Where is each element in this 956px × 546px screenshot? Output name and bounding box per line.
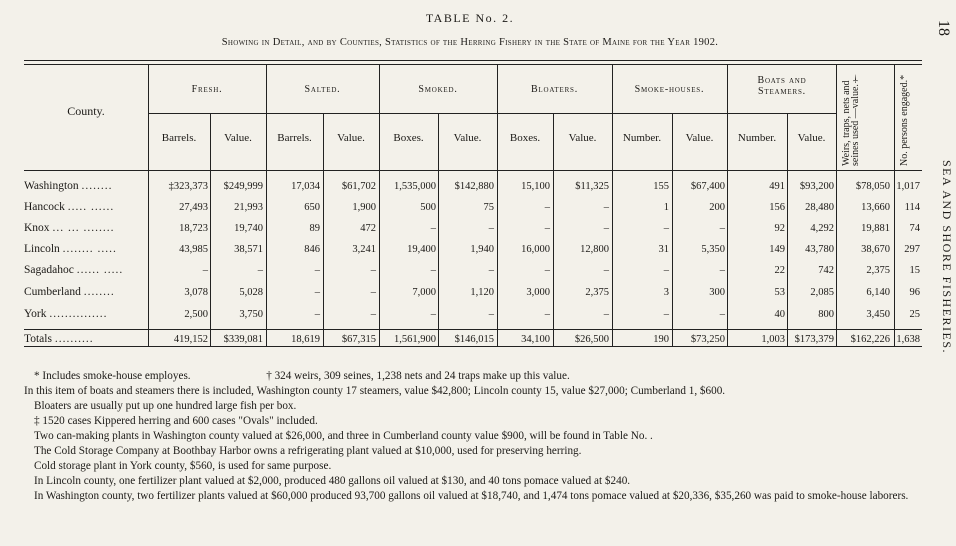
table-cell: – bbox=[370, 265, 376, 276]
table-cell: – bbox=[314, 287, 320, 298]
county-name: Hancock bbox=[24, 201, 65, 213]
note-kippered: ‡ 1520 cases Kippered herring and 600 cases "Ovals" included. bbox=[34, 415, 318, 427]
table-cell: 53 bbox=[774, 287, 785, 298]
sub-header: Number. bbox=[622, 132, 662, 144]
table-cell: 7,000 bbox=[412, 287, 436, 298]
note-lincoln: In Lincoln county, one fertilizer plant valued at $2,000, produced 480 gallons oil valued at $130, and 40 tons pomace valued at $240. bbox=[34, 475, 631, 487]
table-cell: – bbox=[663, 309, 669, 320]
table-cell: – bbox=[430, 309, 436, 320]
note-bloaters: Bloaters are usually put up one hundred large fish per box. bbox=[34, 400, 297, 412]
table-cell: 1,638 bbox=[896, 334, 920, 345]
table-cell: $67,315 bbox=[341, 334, 376, 345]
leader-dots: ........ bbox=[81, 180, 113, 192]
table-cell: – bbox=[544, 309, 550, 320]
table-cell: 1,561,900 bbox=[394, 334, 436, 345]
table-cell: 3 bbox=[663, 287, 669, 298]
table-cell: 22 bbox=[774, 265, 785, 276]
table-cell: – bbox=[603, 265, 609, 276]
col-line bbox=[148, 64, 149, 347]
col-line bbox=[553, 113, 554, 347]
table-cell: $146,015 bbox=[454, 334, 494, 345]
note-cold-storage: The Cold Storage Company at Boothbay Harbor owns a refrigerating plant valued at $10,000, used for preserving herring. bbox=[34, 445, 582, 457]
table-cell: 3,078 bbox=[184, 287, 208, 298]
group-header-smoke-houses: Smoke-houses. bbox=[634, 84, 705, 95]
sub-header: Value. bbox=[337, 132, 365, 144]
table-cell: 650 bbox=[304, 202, 320, 213]
col-line bbox=[612, 64, 613, 347]
table-cell: 5,028 bbox=[239, 287, 263, 298]
table-cell: 1,017 bbox=[896, 181, 920, 192]
footnote-line bbox=[24, 369, 934, 384]
table-cell: 419,152 bbox=[173, 334, 208, 345]
table-cell: 89 bbox=[309, 223, 320, 234]
table-cell: 25 bbox=[909, 309, 920, 320]
table-cell: – bbox=[603, 202, 609, 213]
table-cell: 17,034 bbox=[291, 181, 320, 192]
table-cell: 491 bbox=[769, 181, 785, 192]
table-cell: $142,880 bbox=[454, 181, 494, 192]
sub-header: Barrels. bbox=[277, 132, 312, 144]
table-cell: $249,999 bbox=[223, 181, 263, 192]
note-washington: In Washington county, two fertilizer plants valued at $60,000 produced 93,700 gallons oil valued at $18,740, and 1,474 tons pomace valued at $20,336, $35,260 was paid to smoke-house laborers. bbox=[34, 490, 909, 502]
county-header: County. bbox=[67, 104, 105, 118]
county-name: Totals bbox=[24, 333, 52, 345]
county-name: Cumberland bbox=[24, 286, 81, 298]
table-cell: 3,000 bbox=[526, 287, 550, 298]
leader-dots: ..... ...... bbox=[67, 201, 115, 213]
table-row-county bbox=[24, 222, 114, 234]
table-cell: – bbox=[663, 223, 669, 234]
col-line bbox=[672, 113, 673, 347]
table-cell: 18,723 bbox=[179, 223, 208, 234]
table-cell: – bbox=[202, 265, 208, 276]
table-cell: $73,250 bbox=[690, 334, 725, 345]
col-line bbox=[727, 64, 728, 347]
table-subtitle: Showing in Detail, and by Counties, Statistics of the Herring Fishery in the State of Maine for the Year 1902. bbox=[221, 37, 719, 48]
table-cell: – bbox=[314, 265, 320, 276]
col-line bbox=[497, 64, 498, 347]
table-cell: $11,325 bbox=[575, 181, 609, 192]
county-name: Knox bbox=[24, 222, 50, 234]
leader-dots: .......... bbox=[54, 333, 94, 345]
table-cell: 846 bbox=[304, 244, 320, 255]
table-cell: 500 bbox=[420, 202, 436, 213]
table-cell: 38,670 bbox=[861, 244, 890, 255]
table-cell: – bbox=[719, 265, 725, 276]
table-cell: 114 bbox=[904, 202, 920, 213]
table-cell: 2,500 bbox=[184, 309, 208, 320]
county-name: Sagadahoc bbox=[24, 264, 74, 276]
table-row-county bbox=[24, 286, 115, 298]
table-cell: 6,140 bbox=[866, 287, 890, 298]
weirs-header: Weirs, traps, nets and seines used —value.† bbox=[841, 73, 861, 166]
table-cell: 1,003 bbox=[761, 334, 785, 345]
county-name: York bbox=[24, 308, 47, 320]
leader-dots: ............... bbox=[49, 308, 108, 320]
col-line bbox=[379, 64, 380, 347]
persons-header: No. persons engaged.* bbox=[899, 74, 910, 166]
table-cell: – bbox=[488, 265, 494, 276]
group-header-smoked: Smoked. bbox=[418, 84, 458, 95]
col-line bbox=[836, 64, 837, 347]
table-cell: 4,292 bbox=[810, 223, 834, 234]
table-cell: 1,940 bbox=[470, 244, 494, 255]
table-cell: 43,985 bbox=[179, 244, 208, 255]
table-top-rule bbox=[24, 60, 922, 61]
sub-header: Number. bbox=[737, 132, 777, 144]
group-header-bloaters: Bloaters. bbox=[530, 84, 579, 95]
table-row-county bbox=[24, 308, 107, 320]
table-cell: 12,800 bbox=[580, 244, 609, 255]
table-cell: – bbox=[257, 265, 263, 276]
table-cell: – bbox=[314, 309, 320, 320]
table-cell: 13,660 bbox=[861, 202, 890, 213]
totals-row-county bbox=[24, 333, 94, 345]
table-cell: – bbox=[544, 202, 550, 213]
county-name: Lincoln bbox=[24, 243, 60, 255]
note-york: Cold storage plant in York county, $560, is used for same purpose. bbox=[34, 460, 332, 472]
table-cell: – bbox=[544, 265, 550, 276]
table-cell: 5,350 bbox=[701, 244, 725, 255]
leader-dots: ... ... ........ bbox=[52, 222, 115, 234]
table-cell: 28,480 bbox=[805, 202, 834, 213]
table-cell: 155 bbox=[653, 181, 669, 192]
table-cell: 300 bbox=[709, 287, 725, 298]
table-cell: – bbox=[663, 265, 669, 276]
table-cell: 43,780 bbox=[805, 244, 834, 255]
table-row-county bbox=[24, 264, 123, 276]
table-cell: – bbox=[430, 223, 436, 234]
table-cell: 1,535,000 bbox=[394, 181, 436, 192]
table-cell: 190 bbox=[653, 334, 669, 345]
table-cell: 3,450 bbox=[866, 309, 890, 320]
table-cell: – bbox=[370, 309, 376, 320]
col-line bbox=[438, 113, 439, 347]
table-cell: – bbox=[488, 309, 494, 320]
table-cell: 21,993 bbox=[234, 202, 263, 213]
group-divider bbox=[148, 113, 836, 114]
col-line bbox=[787, 113, 788, 347]
table-cell: – bbox=[488, 223, 494, 234]
col-line bbox=[323, 113, 324, 347]
leader-dots: ........ bbox=[83, 286, 115, 298]
table-cell: 38,571 bbox=[234, 244, 263, 255]
footnote-weirs: † 324 weirs, 309 seines, 1,238 nets and 24 traps make up this value. bbox=[266, 370, 570, 382]
table-cell: – bbox=[430, 265, 436, 276]
table-cell: – bbox=[544, 223, 550, 234]
group-header-salted: Salted. bbox=[304, 84, 341, 95]
table-top-rule-2 bbox=[24, 64, 922, 65]
table-cell: 74 bbox=[909, 223, 920, 234]
table-cell: – bbox=[603, 223, 609, 234]
page-number: 18 bbox=[935, 20, 952, 36]
table-cell: 742 bbox=[818, 265, 834, 276]
table-cell: – bbox=[603, 309, 609, 320]
table-cell: 92 bbox=[774, 223, 785, 234]
table-cell: 75 bbox=[483, 202, 494, 213]
table-cell: $61,702 bbox=[341, 181, 376, 192]
table-cell: 472 bbox=[360, 223, 376, 234]
table-cell: $26,500 bbox=[574, 334, 609, 345]
table-cell: 27,493 bbox=[179, 202, 208, 213]
table-row-county bbox=[24, 243, 117, 255]
table-cell: $78,050 bbox=[855, 181, 890, 192]
table-cell: 19,881 bbox=[861, 223, 890, 234]
table-cell: 1,120 bbox=[470, 287, 494, 298]
leader-dots: ...... ..... bbox=[76, 264, 124, 276]
footnotes bbox=[24, 369, 934, 504]
table-cell: 156 bbox=[769, 202, 785, 213]
table-cell: 34,100 bbox=[521, 334, 550, 345]
table-cell: $93,200 bbox=[799, 181, 834, 192]
table-cell: 40 bbox=[774, 309, 785, 320]
table-title: TABLE No. 2. bbox=[425, 11, 515, 25]
table-cell: – bbox=[719, 309, 725, 320]
table-cell: 15,100 bbox=[521, 181, 550, 192]
table-cell: 96 bbox=[909, 287, 920, 298]
table-cell: 3,750 bbox=[239, 309, 263, 320]
sub-header: Value. bbox=[568, 132, 597, 144]
table-cell: ‡323,373 bbox=[168, 181, 208, 192]
col-line bbox=[266, 64, 267, 347]
table-cell: 19,740 bbox=[234, 223, 263, 234]
table-cell: 3,241 bbox=[352, 244, 376, 255]
group-header-boats: Boats and Steamers. bbox=[757, 75, 807, 97]
table-cell: 149 bbox=[769, 244, 785, 255]
note-boats: In this item of boats and steamers there is included, Washington county 17 steamers, value $42,800; Lincoln county 15, value $27,000; Cumberland 1, $600. bbox=[24, 385, 726, 397]
table-cell: $67,400 bbox=[690, 181, 725, 192]
sub-header: Value. bbox=[453, 132, 482, 144]
county-name: Washington bbox=[24, 180, 79, 192]
table-cell: $339,081 bbox=[223, 334, 263, 345]
footnote-employes: * Includes smoke-house employes. bbox=[34, 370, 191, 382]
group-header-fresh: Fresh. bbox=[191, 84, 223, 95]
sub-header: Boxes. bbox=[509, 132, 541, 144]
table-cell: 16,000 bbox=[521, 244, 550, 255]
table-cell: 31 bbox=[658, 244, 669, 255]
sub-header: Boxes. bbox=[393, 132, 424, 144]
table-cell: 297 bbox=[904, 244, 920, 255]
table-cell: $173,379 bbox=[794, 334, 834, 345]
running-title: SEA AND SHORE FISHERIES. bbox=[940, 160, 954, 355]
table-cell: 2,375 bbox=[585, 287, 609, 298]
table-cell: $162,226 bbox=[850, 334, 890, 345]
table-cell: 200 bbox=[709, 202, 725, 213]
leader-dots: ........ ..... bbox=[62, 243, 117, 255]
sub-header: Value. bbox=[224, 132, 252, 144]
sub-header: Barrels. bbox=[161, 132, 197, 144]
col-line bbox=[894, 64, 895, 347]
table-cell: 2,085 bbox=[810, 287, 834, 298]
table-cell: 18,619 bbox=[291, 334, 320, 345]
table-cell: 19,400 bbox=[407, 244, 436, 255]
table-cell: 1,900 bbox=[352, 202, 376, 213]
table-cell: 800 bbox=[818, 309, 834, 320]
table-cell: – bbox=[719, 223, 725, 234]
table-cell: 1 bbox=[663, 202, 669, 213]
sub-header: Value. bbox=[685, 132, 714, 144]
table-row-county bbox=[24, 180, 113, 192]
table-cell: – bbox=[370, 287, 376, 298]
col-line bbox=[210, 113, 211, 347]
sub-header: Value. bbox=[797, 132, 826, 144]
table-cell: 15 bbox=[909, 265, 920, 276]
table-cell: 2,375 bbox=[866, 265, 890, 276]
note-can-plants: Two can-making plants in Washington county valued at $26,000, and three in Cumberland county value $900, will be found in Table No. . bbox=[34, 430, 653, 442]
table-row-county bbox=[24, 201, 114, 213]
